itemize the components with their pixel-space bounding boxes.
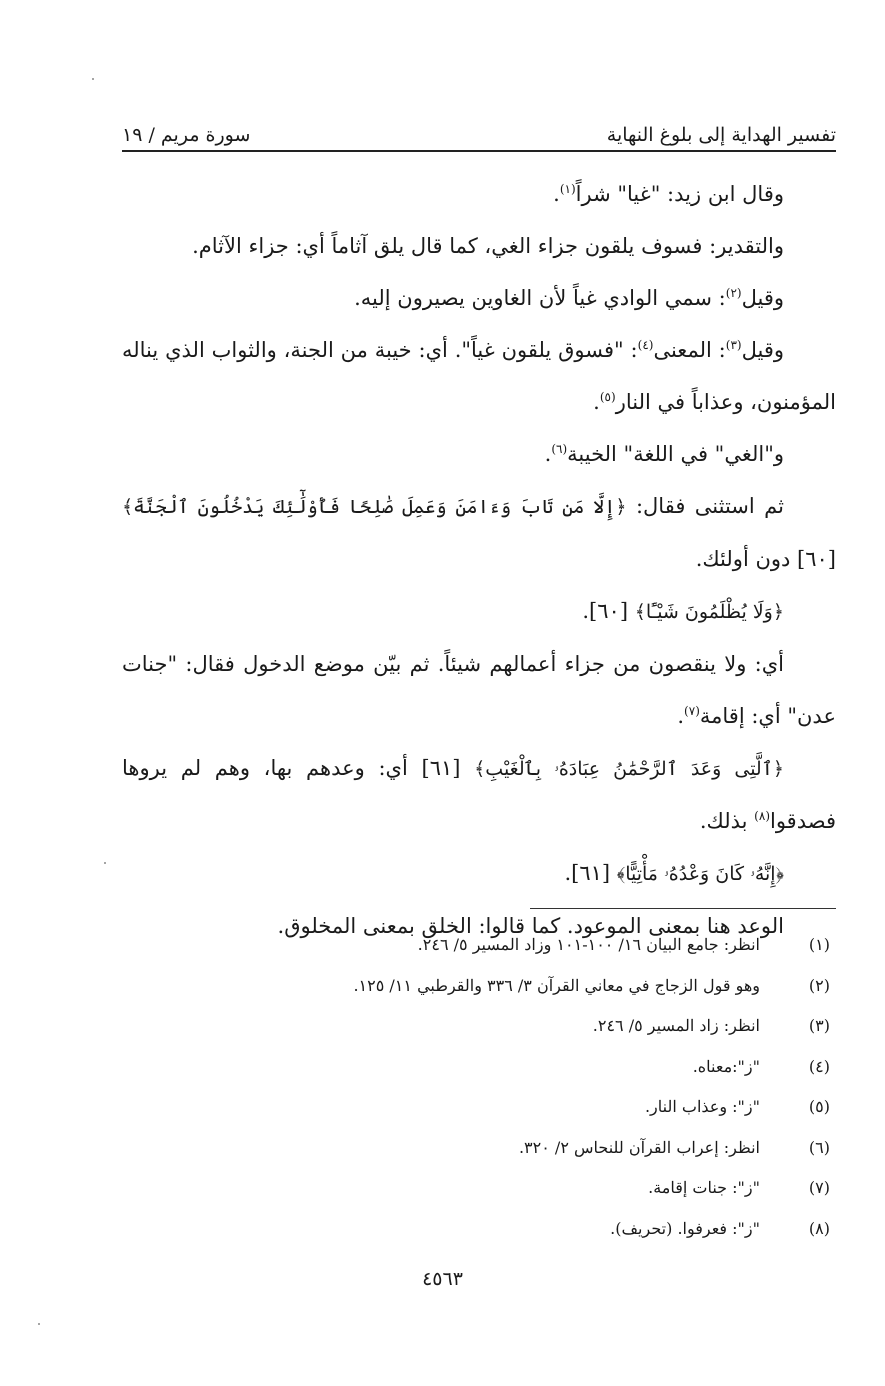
- footnote-item: [122, 1128, 836, 1169]
- footnote-text: "ز": جنات إقامة.: [648, 1178, 760, 1197]
- quran-verse: ﴿وَلَا يُظْلَمُونَ شَيْـًٔا﴾: [634, 601, 784, 623]
- footnote-text: انظر: جامع البيان ١٦/ ١٠٠-١٠١ وزاد المسير ٥/ ٢٤٦.: [417, 935, 760, 954]
- footnote-text: "ز": وعذاب النار.: [644, 1097, 760, 1116]
- footnote-item: [122, 1006, 836, 1047]
- footnote-number: (٧): [808, 1178, 830, 1197]
- header-rule: [122, 150, 836, 152]
- footnote-text: انظر: زاد المسير ٥/ ٢٤٦.: [592, 1016, 760, 1035]
- paragraph: ﴿وَلَا يُظْلَمُونَ شَيْـًٔا﴾ [٦٠].: [582, 599, 784, 623]
- paragraph: أي: ولا ينقصون من جزاء أعمالهم شيئاً. ثم بيّن موضع الدخول فقال: "جنات عدن" أي: إقامة$^{(٧)}$.: [122, 652, 836, 728]
- footnote-ref: (١): [559, 182, 576, 196]
- footnote-item: [122, 966, 836, 1007]
- footnote-ref: (٧): [684, 704, 700, 718]
- footnote-item: [122, 1047, 836, 1088]
- footnote-ref: (٢): [725, 286, 742, 300]
- footnote-number: (٣): [808, 1016, 830, 1035]
- footnote-ref: (٦): [551, 442, 568, 456]
- book-title: تفسير الهداية إلى بلوغ النهاية: [606, 124, 836, 146]
- scan-speck: [104, 862, 106, 864]
- page-number: ٤٥٦٣: [422, 1268, 463, 1290]
- paragraph: وقال ابن زيد: "غيا" شراً$^{(١)}$.: [553, 182, 784, 206]
- paragraph: ﴿إِنَّهُۥ كَانَ وَعْدُهُۥ مَأْتِيًّا﴾ [٦١].: [564, 861, 784, 885]
- footnote-text: "ز": فعرفوا. (تحريف).: [610, 1218, 760, 1238]
- footnote-ref: (٨): [754, 809, 770, 823]
- footnote-ref: (٣): [725, 338, 742, 352]
- footnote-number: (٥): [808, 1097, 830, 1116]
- footnotes: [122, 925, 836, 1249]
- footnote-item: [122, 1087, 836, 1128]
- paragraph: ﴿ٱلَّتِى وَعَدَ ٱلرَّحْمَٰنُ عِبَادَهُۥ بِٱلْغَيْبِ﴾ [٦١] أي: وعدهم بها، وهم لم يروها فصدقوا$^{(٨)}$ بذلك.: [122, 756, 836, 833]
- quran-verse: ﴿إِلَّا مَن تَابَ وَءَامَنَ وَعَمِلَ صَٰلِحًا فَأُوْلَٰٓئِكَ يَدْخُلُونَ ٱلْجَنَّةَ﴾: [122, 496, 627, 518]
- running-header: [122, 112, 836, 146]
- scan-speck: [38, 1323, 40, 1325]
- footnote-ref: (٥): [599, 390, 616, 404]
- footnote-rule: [530, 908, 836, 909]
- footnote-item: [122, 925, 836, 966]
- footnote-item: [122, 1209, 836, 1250]
- footnote-text: وهو قول الزجاج في معاني القرآن ٣/ ٣٣٦ والقرطبي ١١/ ١٢٥.: [353, 975, 760, 995]
- paragraph: وقيل$^{(٣)}$: المعنى$^{(٤)}$: "فسوق يلقون غياً". أي: خيبة من الجنة، والثواب الذي يناله المؤمنون، وعذاباً في النار$^{(٥)}$.: [122, 338, 836, 414]
- footnote-number: (٤): [808, 1056, 830, 1076]
- footnote-text: انظر: إعراب القرآن للنحاس ٢/ ٣٢٠.: [518, 1137, 760, 1157]
- scan-speck: [92, 78, 94, 80]
- quran-verse: ﴿إِنَّهُۥ كَانَ وَعْدُهُۥ مَأْتِيًّا﴾: [616, 863, 784, 885]
- footnote-text: "ز":معناه.: [692, 1056, 760, 1076]
- surah-label: سورة مريم / ١٩: [122, 124, 251, 146]
- footnote-ref: (٤): [637, 338, 654, 352]
- footnote-item: [122, 1168, 836, 1209]
- paragraph: الوعد هنا بمعنى الموعود. كما قالوا: الخلق بمعنى المخلوق.: [277, 914, 784, 938]
- paragraph: و"الغي" في اللغة" الخيبة$^{(٦)}$.: [544, 442, 784, 466]
- footnote-number: (٨): [808, 1218, 830, 1238]
- paragraph: والتقدير: فسوف يلقون جزاء الغي، كما قال يلق آثاماً أي: جزاء الآثام.: [192, 234, 784, 258]
- paragraph: ثم استثنى فقال: ﴿إِلَّا مَن تَابَ وَءَامَنَ وَعَمِلَ صَٰلِحًا فَأُوْلَٰٓئِكَ يَدْخُلُونَ ٱلْجَنَّةَ﴾ [٦٠] دون أولئك.: [122, 494, 836, 571]
- footnote-number: (٦): [808, 1137, 830, 1157]
- footnote-number: (١): [808, 935, 830, 954]
- paragraph: وقيل$^{(٢)}$: سمي الوادي غياً لأن الغاوين يصيرون إليه.: [354, 286, 784, 310]
- body-text: [122, 168, 836, 952]
- quran-verse: ﴿ٱلَّتِى وَعَدَ ٱلرَّحْمَٰنُ عِبَادَهُۥ بِٱلْغَيْبِ﴾: [474, 758, 784, 780]
- footnote-number: (٢): [808, 975, 830, 995]
